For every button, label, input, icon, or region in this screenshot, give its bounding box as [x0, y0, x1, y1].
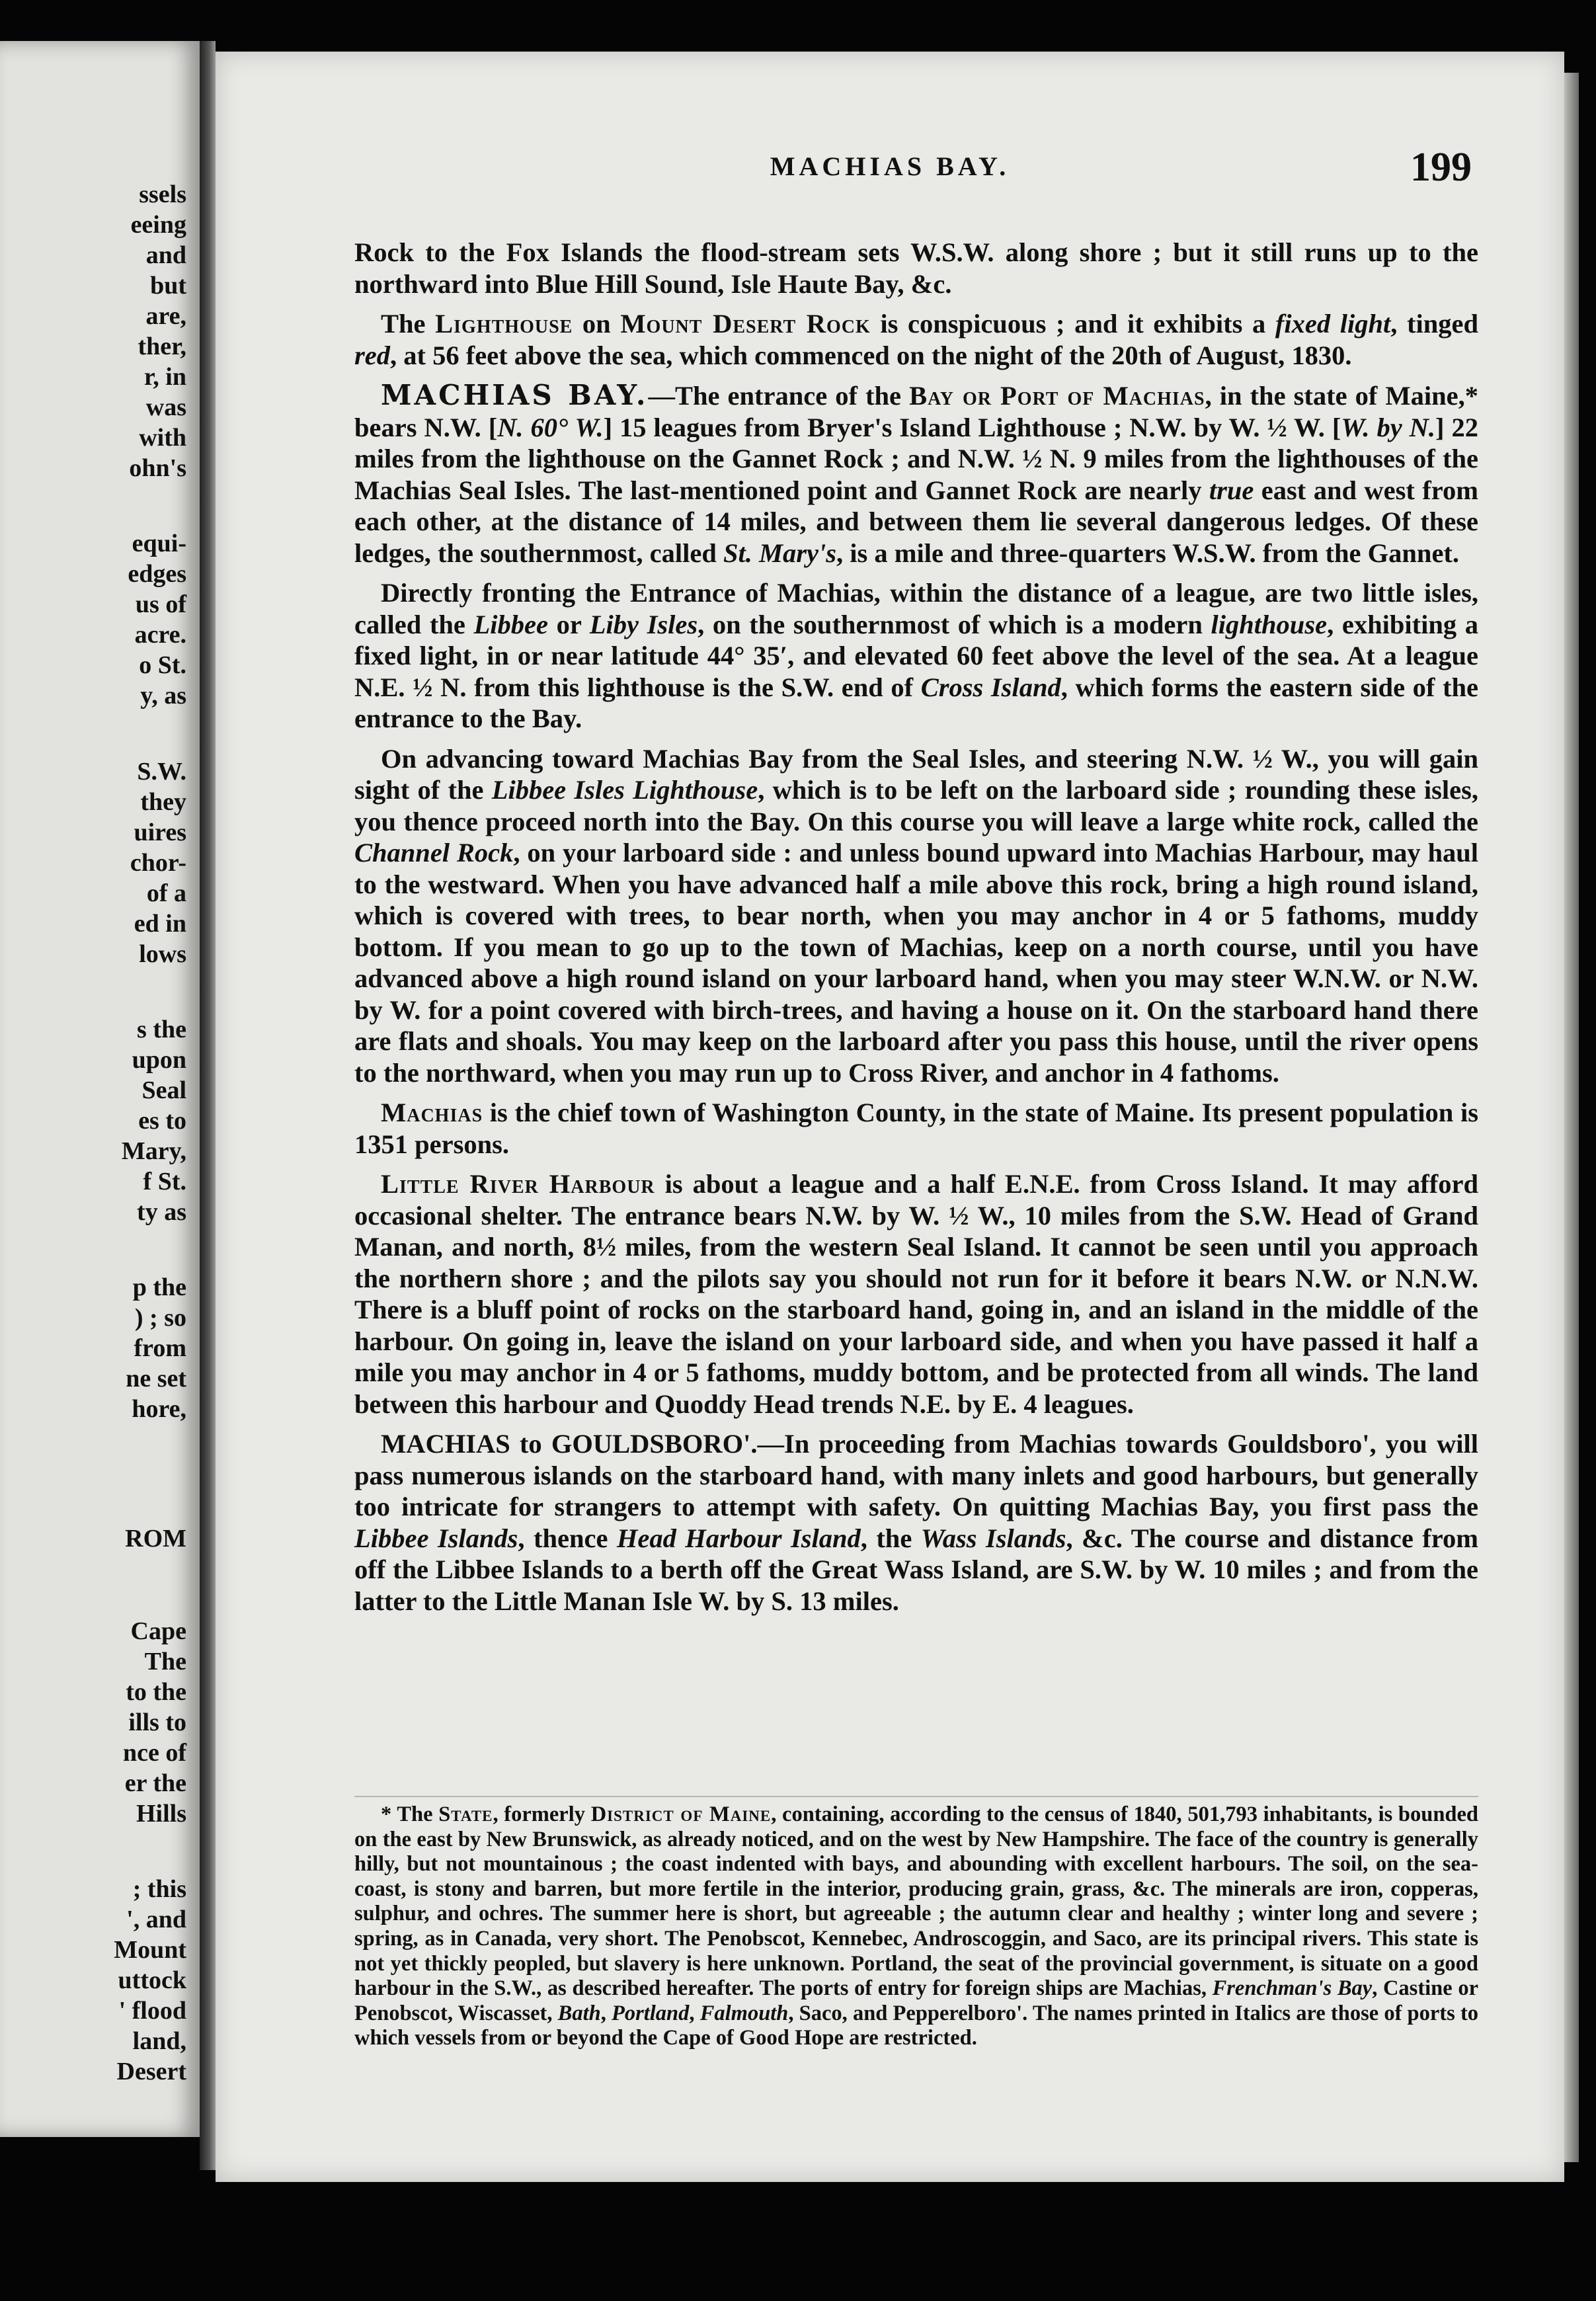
left-page-line-fragment: us of: [135, 590, 186, 618]
left-page-line-fragment: equi-: [132, 530, 186, 557]
left-page-line-fragment: ' flood: [118, 1997, 186, 2025]
left-page-line-fragment: uttock: [118, 1966, 186, 1994]
left-page-line-fragment: uires: [134, 819, 186, 846]
left-page-line-fragment: er the: [124, 1769, 186, 1797]
left-page-line-fragment: upon: [132, 1046, 186, 1074]
paragraph: On advancing toward Machias Bay from the Seal Isles, and steering N.W. ½ W., you will gain sight of the Libbee Isles Lighthouse, which is to be left on the larboard side ; rounding these isles, you thence proceed north into the Bay. On this course you will leave a large white rock, called the Channel Rock, on your larboard side : and unless bound upward into Machias Harbour, may haul to the westward. When you have advanced half a mile above this rock, bring a high round island, which is covered with trees, to bear north, when you may anchor in 4 or 5 fathoms, muddy bottom. If you mean to go up to the town of Machias, keep on a north course, until you have advanced above a high round island on your larboard hand, when you may steer W.N.W. or N.W. by W. for a point covered with birch-trees, and having a house on it. On the starboard hand there are flats and shoals. You may keep on the larboard after you pass this house, until the river opens to the northward, when you may run up to Cross River, and anchor in 4 fathoms.: [354, 743, 1479, 1088]
paragraph: Little River Harbour is about a league and a half E.N.E. from Cross Island. It may afford occasional shelter. The entrance bears N.W. by W. ½ W., 10 miles from the S.W. Head of Grand Manan, and north, 8½ miles, from the western Seal Island. It cannot be seen until you approach the northern shore ; and the pilots say you should not run for it before it bears N.W. or N.N.W. There is a bluff point of rocks on the starboard hand, going in, and an island in the middle of the harbour. On going in, leave the island on your larboard side, and when you have passed it half a mile you may anchor in 4 or 5 fathoms, muddy bottom, and be protected from all winds. The land between this harbour and Quoddy Head trends N.E. by E. 4 leagues.: [354, 1169, 1478, 1419]
book-gutter: [200, 41, 216, 2170]
left-page-line-fragment: ; this: [132, 1875, 186, 1903]
paragraph: The Lighthouse on Mount Desert Rock is conspicuous ; and it exhibits a fixed light, tinged red, at 56 feet above the sea, which commenced on the night of the 20th of August, 1830.: [354, 309, 1479, 370]
paragraph: Rock to the Fox Islands the flood-stream sets W.S.W. along shore ; but it still runs up to the northward into Blue Hill Sound, Isle Haute Bay, &c.: [354, 237, 1478, 299]
left-page-line-fragment: The: [144, 1648, 186, 1675]
left-page-line-fragment: Mary,: [121, 1137, 186, 1165]
left-page-line-fragment: o St.: [139, 651, 186, 679]
left-page-line-fragment: with: [139, 424, 186, 452]
left-page-line-fragment: eeing: [130, 211, 186, 239]
left-page-line-fragment: edges: [128, 560, 186, 588]
left-page-line-fragment: ) ; so: [134, 1304, 186, 1332]
left-page-line-fragment: to the: [126, 1678, 186, 1706]
left-page-line-fragment: f St.: [143, 1168, 186, 1195]
left-page-line-fragment: S.W.: [137, 758, 186, 786]
footnote-rule: [354, 1796, 1478, 1797]
section-heading: MACHIAS to GOULDSBORO'.: [381, 1429, 758, 1459]
left-page-line-fragment: ohn's: [129, 454, 186, 482]
left-page-line-fragment: es to: [138, 1107, 186, 1135]
section-heading: MACHIAS BAY.: [381, 379, 649, 411]
left-page-line-fragment: ', and: [126, 1906, 186, 1933]
left-page-fragment: [0, 41, 200, 2137]
left-page-line-fragment: ed in: [134, 910, 186, 938]
running-head: MACHIAS BAY.: [770, 151, 1010, 181]
body-text: [354, 237, 1478, 1625]
left-page-line-fragment: was: [145, 393, 186, 421]
left-page-line-fragment: Hills: [136, 1800, 186, 1828]
left-page-line-fragment: of a: [146, 879, 186, 907]
left-page-line-fragment: but: [150, 272, 186, 300]
left-page-line-fragment: Seal: [141, 1076, 186, 1104]
page-number: 199: [1410, 145, 1472, 190]
left-page-line-fragment: hore,: [132, 1395, 186, 1423]
left-page-line-fragment: they: [140, 788, 186, 816]
left-page-line-fragment: p the: [132, 1273, 186, 1301]
left-page-line-fragment: ROM: [125, 1525, 186, 1553]
left-page-line-fragment: ther,: [138, 333, 186, 360]
left-page-line-fragment: ills to: [128, 1709, 186, 1736]
paragraph: MACHIAS BAY.—The entrance of the Bay or Port of Machias, in the state of Maine,* bears N.W. [N. 60° W.] 15 leagues from Bryer's Island Lighthouse ; N.W. by W. ½ W. [W. by N.] 22 miles from the lighthouse on the Gannet Rock ; and N.W. ½ N. 9 miles from the lighthouses of the Machias Seal Isles. The last-mentioned point and Gannet Rock are nearly true east and west from each other, at the distance of 14 miles, and between them lie several dangerous ledges. Of these ledges, the southernmost, called St. Mary's, is a mile and three-quarters W.S.W. from the Gannet.: [354, 379, 1478, 568]
left-page-line-fragment: and: [145, 241, 186, 269]
left-page-line-fragment: Cape: [130, 1617, 186, 1645]
left-page-line-fragment: ty as: [137, 1198, 186, 1226]
left-page-line-fragment: Mount: [114, 1936, 186, 1964]
left-page-line-fragment: Desert: [116, 2058, 186, 2085]
left-page-line-fragment: nce of: [122, 1739, 186, 1767]
left-page-line-fragment: land,: [132, 2027, 186, 2055]
left-page-line-fragment: lows: [139, 940, 186, 968]
left-page-line-fragment: y, as: [140, 682, 186, 709]
paragraph: Machias is the chief town of Washington County, in the state of Maine. Its present population is 1351 persons.: [354, 1098, 1478, 1159]
left-page-line-fragment: ne set: [126, 1365, 186, 1393]
page-edge: [1564, 73, 1579, 2162]
footnote: * The State, formerly District of Maine, containing, according to the census of 1840, 501,793 inhabitants, is bounded on the east by New Brunswick, as already noticed, and on the west by New Hampshire. The face of the country is generally hilly, but not mountainous ; the coast indented with bays, and abounding with excellent harbours. The soil, on the sea-coast, is stony and barren, but more fertile in the interior, producing grain, grass, &c. The minerals are iron, copperas, sulphur, and ochres. The summer here is short, but agreeable ; the autumn clear and healthy ; winter long and severe ; spring, as in Canada, very short. The Penobscot, Kennebec, Androscoggin, and Saco, are its principal rivers. This state is not yet thickly peopled, but slavery is here unknown. Portland, the seat of the provincial government, is situate on a good harbour in the S.W., as described hereafter. The ports of entry for foreign ships are Machias, Frenchman's Bay, Castine or Penobscot, Wiscasset, Bath, Portland, Falmouth, Saco, and Pepperelboro'. The names printed in Italics are those of ports to which vessels from or beyond the Cape of Good Hope are restricted.: [354, 1802, 1479, 2050]
left-page-line-fragment: r, in: [143, 363, 186, 391]
right-page: [216, 52, 1564, 2182]
left-page-line-fragment: acre.: [134, 621, 186, 649]
left-page-line-fragment: are,: [145, 302, 186, 330]
paragraph: Directly fronting the Entrance of Machias, within the distance of a league, are two little isles, called the Libbee or Liby Isles, on the southernmost of which is a modern lighthouse, exhibiting a fixed light, in or near latitude 44° 35′, and elevated 60 feet above the level of the sea. At a league N.E. ½ N. from this lighthouse is the S.W. end of Cross Island, which forms the eastern side of the entrance to the Bay.: [354, 578, 1479, 733]
left-page-line-fragment: s the: [137, 1016, 186, 1043]
paragraph: MACHIAS to GOULDSBORO'.—In proceeding from Machias towards Gouldsboro', you will pass numerous islands on the starboard hand, with many inlets and good harbours, but generally too intricate for strangers to attempt with safety. On quitting Machias Bay, you first pass the Libbee Islands, thence Head Harbour Island, the Wass Islands, &c. The course and distance from off the Libbee Islands to a berth off the Great Wass Island, are S.W. by W. 10 miles ; and from the latter to the Little Manan Isle W. by S. 13 miles.: [354, 1429, 1478, 1616]
left-page-line-fragment: from: [134, 1334, 186, 1362]
left-page-line-fragment: ssels: [139, 181, 186, 208]
left-page-line-fragment: chor-: [130, 849, 186, 877]
